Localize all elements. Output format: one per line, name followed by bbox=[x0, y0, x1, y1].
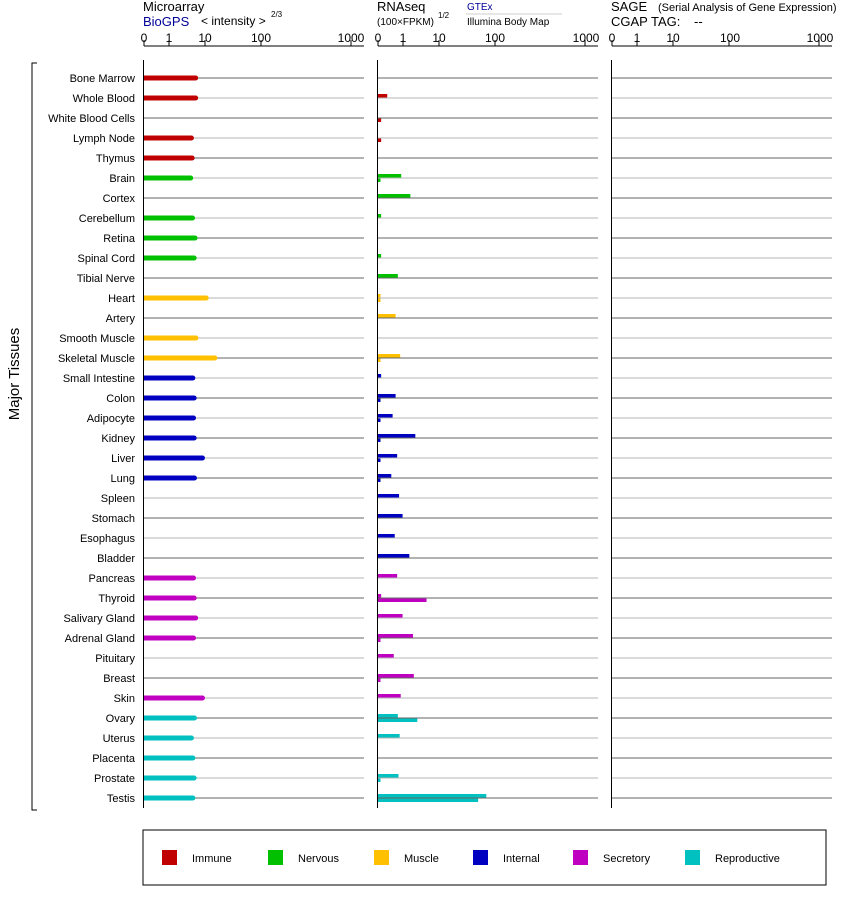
microarray-bar-cap bbox=[188, 176, 193, 181]
tissue-label: Kidney bbox=[101, 433, 135, 445]
gtex-bar bbox=[378, 634, 413, 638]
microarray-bar bbox=[144, 776, 194, 781]
microarray-bar bbox=[144, 736, 191, 741]
gtex-bar bbox=[378, 434, 415, 438]
gtex-bar bbox=[378, 654, 394, 658]
tissue-label: Thyroid bbox=[98, 593, 135, 605]
sage-title: SAGE bbox=[611, 0, 648, 14]
tick-label: 1000 bbox=[572, 31, 600, 45]
legend-label: Muscle bbox=[404, 853, 439, 865]
microarray-bar bbox=[144, 636, 194, 641]
microarray-bar bbox=[144, 76, 196, 81]
microarray-bar-cap bbox=[193, 336, 198, 341]
sage-ticks bbox=[609, 31, 834, 45]
rnaseq-title: RNAseq bbox=[377, 0, 426, 14]
gtex-bar bbox=[378, 174, 401, 178]
microarray-bar bbox=[144, 616, 196, 621]
tick-label: 100 bbox=[719, 31, 741, 45]
tissue-label: Uterus bbox=[102, 733, 135, 745]
tissue-label: Lymph Node bbox=[73, 133, 135, 145]
gtex-bar bbox=[378, 454, 397, 458]
ibm-source-label: Illumina Body Map bbox=[467, 17, 550, 28]
tissue-label: Lung bbox=[110, 473, 135, 485]
legend-label: Immune bbox=[192, 853, 232, 865]
ibm-bar bbox=[378, 419, 381, 423]
gtex-bar bbox=[378, 794, 486, 798]
tissue-label: Spleen bbox=[100, 493, 135, 505]
microarray-metric: < intensity > bbox=[201, 14, 266, 28]
tissue-label: Cortex bbox=[102, 193, 135, 205]
tick-label: 100 bbox=[484, 31, 506, 45]
row-gridlines bbox=[144, 78, 832, 798]
gtex-bar bbox=[378, 94, 387, 98]
tissue-label: Thymus bbox=[95, 153, 135, 165]
tick-label: 1000 bbox=[337, 31, 365, 45]
gtex-bar bbox=[378, 294, 381, 298]
gtex-bar bbox=[378, 614, 403, 618]
tissue-label: Adipocyte bbox=[86, 413, 135, 425]
tissue-label: Brain bbox=[109, 173, 135, 185]
panel-axes bbox=[144, 40, 833, 808]
microarray-bar bbox=[144, 476, 194, 481]
microarray-bar-cap bbox=[192, 716, 197, 721]
tissue-label: Ovary bbox=[105, 713, 135, 725]
tissue-label: Stomach bbox=[91, 513, 135, 525]
microarray-bar-cap bbox=[200, 696, 205, 701]
tissue-label: Heart bbox=[108, 293, 135, 305]
microarray-bar-cap bbox=[192, 776, 197, 781]
tissue-label: Tibial Nerve bbox=[76, 273, 135, 285]
gtex-bar bbox=[378, 274, 398, 278]
microarray-bar bbox=[144, 576, 194, 581]
microarray-bar-cap bbox=[191, 576, 196, 581]
microarray-bar bbox=[144, 716, 194, 721]
microarray-bar bbox=[144, 136, 191, 141]
legend-label: Internal bbox=[503, 853, 540, 865]
microarray-bar-cap bbox=[191, 416, 196, 421]
ibm-bar bbox=[378, 719, 417, 723]
gtex-bar bbox=[378, 314, 396, 318]
tick-label: 0 bbox=[374, 31, 382, 45]
ibm-bar bbox=[378, 679, 381, 683]
gtex-bar bbox=[378, 714, 398, 718]
gtex-bar bbox=[378, 574, 397, 578]
tissue-label: Bone Marrow bbox=[69, 73, 135, 85]
gtex-bar bbox=[378, 774, 398, 778]
ibm-bar bbox=[378, 399, 381, 403]
gtex-bar bbox=[378, 554, 409, 558]
tissue-label: Testis bbox=[106, 793, 135, 805]
legend-label: Nervous bbox=[298, 853, 339, 865]
tissue-label: Whole Blood bbox=[72, 93, 135, 105]
major-tissues-bracket bbox=[32, 63, 37, 810]
legend-swatch bbox=[374, 850, 389, 865]
tick-label: 100 bbox=[250, 31, 272, 45]
gtex-bar bbox=[378, 474, 391, 478]
tissue-label: Skin bbox=[113, 693, 135, 705]
microarray-bar-cap bbox=[193, 96, 198, 101]
legend-swatch bbox=[573, 850, 588, 865]
microarray-ticks bbox=[141, 31, 365, 45]
gtex-bar bbox=[378, 514, 403, 518]
microarray-bar bbox=[144, 96, 196, 101]
tick-label: 10 bbox=[666, 31, 680, 45]
ibm-bar bbox=[378, 359, 381, 363]
microarray-bar-cap bbox=[190, 756, 195, 761]
tissue-label: Cerebellum bbox=[78, 213, 135, 225]
tissue-label: Placenta bbox=[92, 753, 135, 765]
microarray-bar bbox=[144, 696, 202, 701]
tissue-label: Breast bbox=[103, 673, 135, 685]
microarray-bar bbox=[144, 296, 206, 301]
tick-label: 1 bbox=[165, 31, 173, 45]
legend-swatch bbox=[473, 850, 488, 865]
tissue-label: Artery bbox=[105, 313, 135, 325]
microarray-bar bbox=[144, 796, 193, 801]
tissue-label: Spinal Cord bbox=[77, 253, 135, 265]
microarray-bar bbox=[144, 756, 193, 761]
tissue-label: Retina bbox=[103, 233, 135, 245]
legend-label: Secretory bbox=[603, 853, 651, 865]
gtex-bar bbox=[378, 194, 410, 198]
microarray-bar-cap bbox=[192, 256, 197, 261]
microarray-bar bbox=[144, 256, 194, 261]
gtex-bar bbox=[378, 734, 400, 738]
gtex-bar bbox=[378, 494, 399, 498]
ibm-bar bbox=[378, 799, 478, 803]
microarray-bar bbox=[144, 176, 191, 181]
tissue-label: Liver bbox=[111, 453, 135, 465]
tick-label: 1000 bbox=[806, 31, 834, 45]
gtex-bar bbox=[378, 534, 395, 538]
tissue-label: Colon bbox=[106, 393, 135, 405]
rnaseq-unit-power: 1/2 bbox=[438, 11, 450, 20]
gtex-bar bbox=[378, 374, 381, 378]
rnaseq-unit: (100×FPKM) bbox=[377, 17, 434, 28]
microarray-bar-cap bbox=[204, 296, 209, 301]
ibm-bar bbox=[378, 119, 381, 123]
microarray-bar bbox=[144, 436, 194, 441]
microarray-bar-cap bbox=[193, 236, 198, 241]
microarray-bar-cap bbox=[189, 736, 194, 741]
ibm-bar bbox=[378, 459, 381, 463]
rnaseq-ticks bbox=[375, 31, 600, 45]
microarray-bar-cap bbox=[193, 616, 198, 621]
tick-label: 1 bbox=[633, 31, 641, 45]
legend-label: Reproductive bbox=[715, 853, 780, 865]
microarray-title: Microarray bbox=[143, 0, 205, 14]
tissue-label: Skeletal Muscle bbox=[57, 353, 135, 365]
tissue-label: Bladder bbox=[97, 553, 135, 565]
legend-swatch bbox=[685, 850, 700, 865]
microarray-source-link[interactable]: BioGPS bbox=[143, 14, 190, 29]
microarray-bar bbox=[144, 416, 194, 421]
tissue-label: Smooth Muscle bbox=[59, 333, 135, 345]
gtex-bar bbox=[378, 694, 401, 698]
microarray-bar bbox=[144, 596, 194, 601]
microarray-bar-cap bbox=[190, 216, 195, 221]
microarray-bar bbox=[144, 336, 196, 341]
tick-label: 1 bbox=[399, 31, 407, 45]
legend-swatch bbox=[162, 850, 177, 865]
tissue-label: Pituitary bbox=[95, 653, 135, 665]
ibm-bar bbox=[378, 299, 381, 303]
gtex-bar bbox=[378, 354, 400, 358]
gtex-bar bbox=[378, 394, 396, 398]
tissue-label: Adrenal Gland bbox=[64, 633, 135, 645]
ibm-bar bbox=[378, 139, 381, 143]
ibm-bar bbox=[378, 779, 381, 783]
tick-label: 0 bbox=[608, 31, 616, 45]
gtex-bar bbox=[378, 594, 381, 598]
gtex-bar bbox=[378, 214, 381, 218]
gtex-source-link[interactable]: GTEx bbox=[467, 2, 493, 13]
gtex-bar bbox=[378, 254, 381, 258]
gtex-bar bbox=[378, 414, 393, 418]
cgap-tag-value: -- bbox=[694, 14, 703, 29]
tissue-label: White Blood Cells bbox=[48, 113, 135, 125]
expression-bars bbox=[144, 76, 486, 803]
tissue-label: Salivary Gland bbox=[63, 613, 135, 625]
microarray-bar bbox=[144, 216, 193, 221]
ibm-bar bbox=[378, 639, 381, 643]
microarray-bar-cap bbox=[193, 76, 198, 81]
microarray-bar bbox=[144, 236, 195, 241]
microarray-bar-cap bbox=[192, 596, 197, 601]
tissue-label: Small Intestine bbox=[62, 373, 135, 385]
tick-label: 0 bbox=[140, 31, 148, 45]
microarray-bar-cap bbox=[191, 636, 196, 641]
microarray-bar-cap bbox=[192, 436, 197, 441]
tissue-label: Prostate bbox=[94, 773, 135, 785]
microarray-bar-cap bbox=[192, 396, 197, 401]
microarray-bar-cap bbox=[200, 456, 205, 461]
gtex-bar bbox=[378, 674, 414, 678]
microarray-bar bbox=[144, 376, 193, 381]
tissue-labels bbox=[48, 73, 136, 805]
sage-subtitle: (Serial Analysis of Gene Expression) bbox=[658, 2, 837, 14]
tick-label: 10 bbox=[432, 31, 446, 45]
ibm-bar bbox=[378, 439, 381, 443]
microarray-bar-cap bbox=[189, 136, 194, 141]
microarray-bar-cap bbox=[192, 476, 197, 481]
microarray-bar-cap bbox=[190, 156, 195, 161]
microarray-bar-cap bbox=[190, 376, 195, 381]
microarray-bar-cap bbox=[212, 356, 217, 361]
microarray-bar bbox=[144, 356, 215, 361]
microarray-bar bbox=[144, 156, 192, 161]
legend-swatch bbox=[268, 850, 283, 865]
tick-label: 10 bbox=[198, 31, 212, 45]
microarray-metric-power: 2/3 bbox=[271, 10, 283, 19]
microarray-bar bbox=[144, 456, 202, 461]
ibm-bar bbox=[378, 179, 381, 183]
ibm-bar bbox=[378, 479, 381, 483]
cgap-tag-label: CGAP TAG: bbox=[611, 14, 681, 29]
ibm-bar bbox=[378, 599, 427, 603]
tissue-label: Pancreas bbox=[88, 573, 135, 585]
microarray-bar bbox=[144, 396, 194, 401]
major-tissues-label: Major Tissues bbox=[6, 327, 23, 421]
microarray-bar-cap bbox=[190, 796, 195, 801]
tissue-label: Esophagus bbox=[79, 533, 135, 545]
